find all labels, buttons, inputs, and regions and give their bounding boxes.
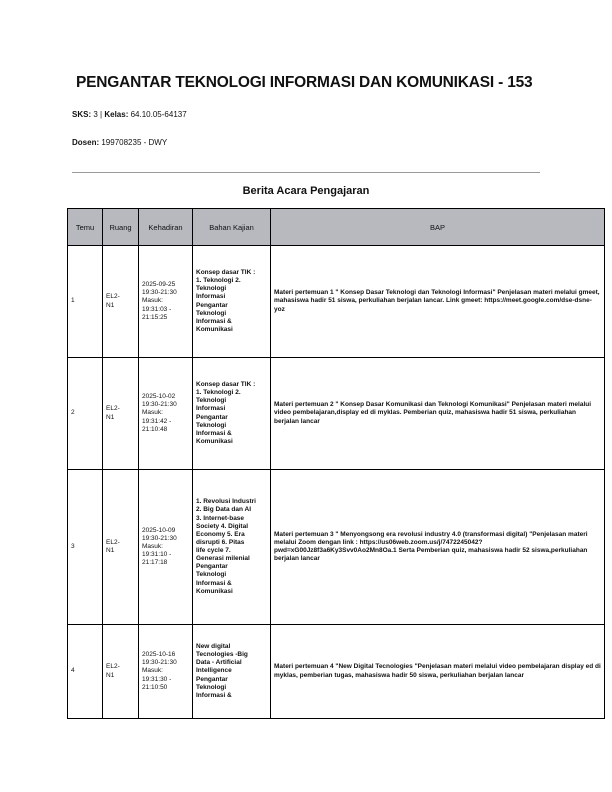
lecturer-meta xyxy=(72,138,167,147)
meta-separator: | xyxy=(100,110,103,119)
bap-table xyxy=(67,208,605,719)
sks-value: 3 xyxy=(93,110,98,119)
cell-kehadiran: 2025-10-09 19:30-21:30 Masuk: 19:31:10 - 21:17:18 xyxy=(139,470,193,625)
cell-ruang: EL2- N1 xyxy=(103,358,139,470)
cell-bahan-kajian: Konsep dasar TIK : 1. Teknologi 2. Teknologi Informasi Pengantar Teknologi Informasi & Komunikasi xyxy=(193,358,271,470)
divider xyxy=(72,172,540,173)
cell-ruang: EL2- N1 xyxy=(103,625,139,719)
kelas-value: 64.10.05-64137 xyxy=(130,110,187,119)
table-row xyxy=(68,625,605,719)
cell-kehadiran: 2025-10-02 19:30-21:30 Masuk: 19:31:42 - 21:10:48 xyxy=(139,358,193,470)
course-meta xyxy=(72,110,187,119)
header-bahan-kajian: Bahan Kajian xyxy=(193,209,271,246)
section-title: Berita Acara Pengajaran xyxy=(242,185,370,197)
cell-kehadiran: 2025-09-25 19:30-21:30 Masuk: 19:31:03 - 21:15:25 xyxy=(139,246,193,358)
cell-bahan-kajian: 1. Revolusi Industri 2. Big Data dan AI 3. Internet-base Society 4. Digital Economy 5. Era disrupti 6. Pitas life cycle 7. Generasi milenial Pengantar Teknologi Informasi & Komunikasi xyxy=(193,470,271,625)
header-ruang: Ruang xyxy=(103,209,139,246)
table-row xyxy=(68,470,605,625)
header-bap: BAP xyxy=(271,209,605,246)
dosen-value: 199708235 - DWY xyxy=(101,138,168,147)
kelas-label: Kelas: xyxy=(104,110,129,119)
cell-temu: 3 xyxy=(68,470,103,625)
cell-bap: Materi pertemuan 3 " Menyongsong era revolusi industry 4.0 (transformasi digital) "Penjelasan materi melalui Zoom dengan link : https://us06web.zoom.us/j/7472245042?pwd=xG00Jz8f3a6Ky3Svv0Ao2Mn8Oa.1 Serta Pemberian quiz, mahasiswa hadir 52 siswa,perkuliahan berjalan lancar xyxy=(271,470,605,625)
page-title: PENGANTAR TEKNOLOGI INFORMASI DAN KOMUNIKASI - 153 xyxy=(76,74,533,91)
cell-bap: Materi pertemuan 1 " Konsep Dasar Teknologi dan Teknologi Informasi" Penjelasan materi melalui gmeet, mahasiswa hadir 51 siswa, perkuliahan berjalan lancar. Link gmeet: https://meet.google.com/dse-dsne-yoz xyxy=(271,246,605,358)
table-row xyxy=(68,246,605,358)
cell-kehadiran: 2025-10-16 19:30-21:30 Masuk: 19:31:30 - 21:10:50 xyxy=(139,625,193,719)
cell-temu: 1 xyxy=(68,246,103,358)
header-temu: Temu xyxy=(68,209,103,246)
cell-bahan-kajian: New digital Tecnologies -Big Data - Artificial Intelligence Pengantar Teknologi Informasi & xyxy=(193,625,271,719)
table-row xyxy=(68,358,605,470)
cell-ruang: EL2- N1 xyxy=(103,470,139,625)
cell-temu: 4 xyxy=(68,625,103,719)
table-header-row xyxy=(68,209,605,246)
cell-bahan-kajian: Konsep dasar TIK : 1. Teknologi 2. Teknologi Informasi Pengantar Teknologi Informasi & Komunikasi xyxy=(193,246,271,358)
cell-bap: Materi pertemuan 4 "New Digital Tecnologies "Penjelasan materi melalui video pembelajaran display ed di myklas, pemberian tugas, mahasiswa hadir 50 siswa, perkuliahan berjalan lancar xyxy=(271,625,605,719)
sks-label: SKS: xyxy=(72,110,92,119)
header-kehadiran: Kehadiran xyxy=(139,209,193,246)
cell-bap: Materi pertemuan 2 " Konsep Dasar Komunikasi dan Teknologi Komunikasi" Penjelasan materi melalui video pembelajaran,display ed di myklas. Pemberian quiz, mahasiswa hadir 51 siswa, perkuliahan berjalan lancar xyxy=(271,358,605,470)
cell-ruang: EL2- N1 xyxy=(103,246,139,358)
cell-temu: 2 xyxy=(68,358,103,470)
dosen-label: Dosen: xyxy=(72,138,100,147)
